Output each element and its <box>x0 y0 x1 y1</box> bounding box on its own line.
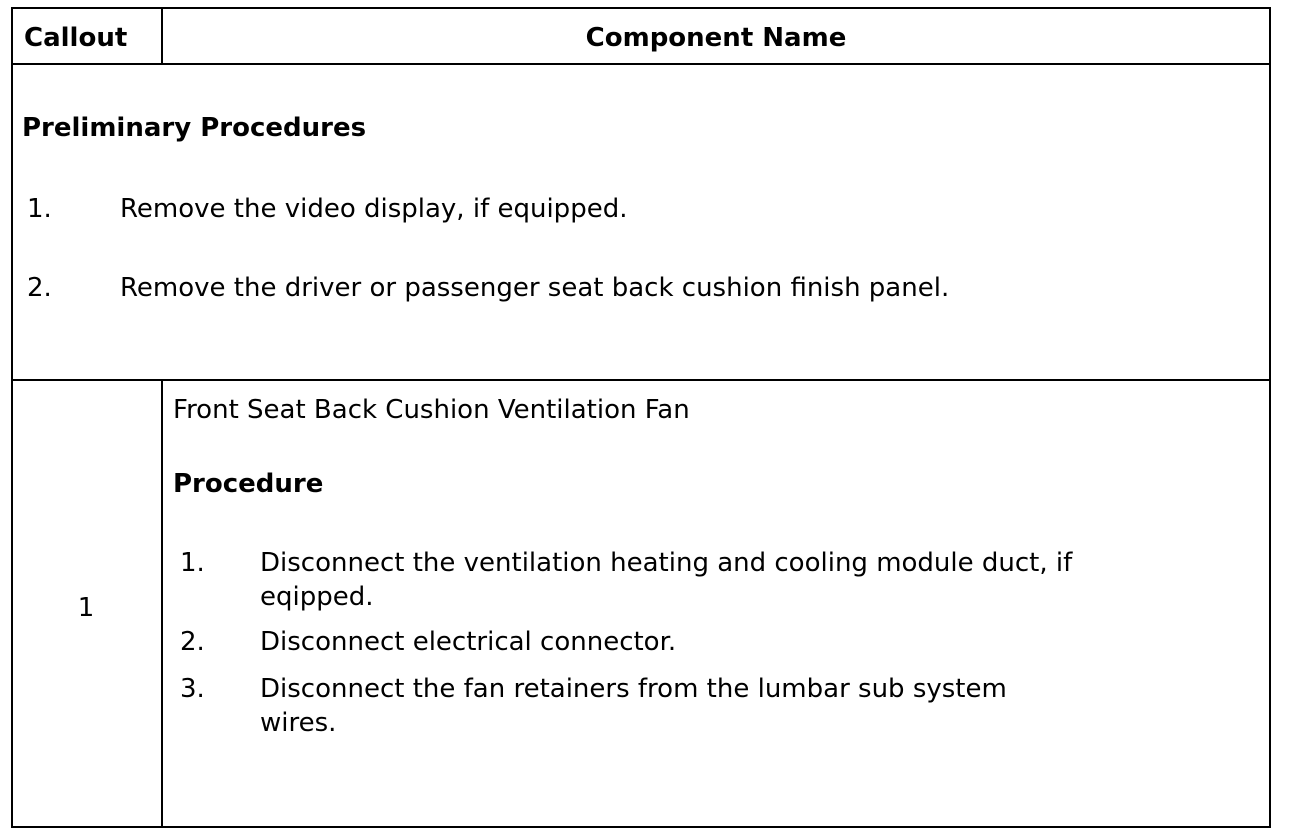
component-name: Front Seat Back Cushion Ventilation Fan <box>173 395 690 425</box>
procedure-step-text: Disconnect electrical connector. <box>260 627 677 657</box>
component-name-column-header: Component Name <box>585 23 847 53</box>
preliminary-step-text: Remove the driver or passenger seat back cushion finish panel. <box>120 273 950 303</box>
header-divider <box>11 63 1271 65</box>
callout-number: 1 <box>77 593 95 623</box>
procedure-step-number: 1. <box>180 548 205 578</box>
row-column-divider <box>161 379 163 828</box>
procedure-step-number: 3. <box>180 674 205 704</box>
procedure-step-text: Disconnect the fan retainers from the lumbar sub system wires. <box>260 674 1007 738</box>
preliminary-procedures-heading: Preliminary Procedures <box>22 113 367 143</box>
callout-column-header: Callout <box>24 23 128 53</box>
section-divider <box>11 379 1271 381</box>
preliminary-step-number: 1. <box>27 194 52 224</box>
preliminary-step-number: 2. <box>27 273 52 303</box>
procedure-step-text: Disconnect the ventilation heating and cooling module duct, if eqipped. <box>260 548 1073 612</box>
procedure-heading: Procedure <box>173 469 324 499</box>
procedure-step-number: 2. <box>180 627 205 657</box>
preliminary-step-text: Remove the video display, if equipped. <box>120 194 628 224</box>
